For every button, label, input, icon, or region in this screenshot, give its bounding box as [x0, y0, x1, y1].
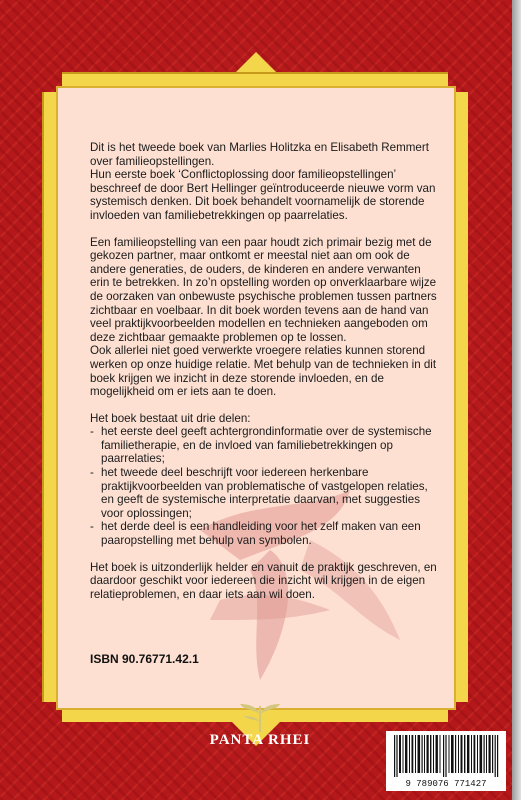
paragraph-earlier-relations: Ook allerlei niet goed verwerkte vroegere relaties kunnen storend werken op onze huidige relatie. Met behulp van de technieken in dit boek krijgen we inzicht in deze storende invloeden, en de mogelijkheid om er iets aan te doen. — [90, 344, 437, 399]
bullet-text: het eerste deel geeft achtergrondinformatie over de systemische familietherapie, en de invloed van familiebetrekkingen op paarrelaties; — [101, 425, 432, 466]
bullet-text: het derde deel is een handleiding voor het zelf maken van een paaropstelling met behulp van symbolen. — [101, 520, 421, 548]
barcode-bars-icon — [392, 735, 500, 777]
blurb-text — [90, 141, 442, 601]
paragraph-intro: Dit is het tweede boek van Marlies Holitzka en Elisabeth Remmert over familieopstellingen. — [90, 141, 429, 168]
publisher-logo — [200, 700, 320, 760]
bullet-text: het tweede deel beschrijft voor iedereen herkenbare praktijkvoorbeelden van problematische of vastgelopen relaties, en geeft de systemische interpretatie daarvan, met suggesties voor oplossingen; — [101, 466, 428, 520]
barcode-digits: 9 789076 771427 — [405, 779, 487, 789]
publisher-name: PANTA RHEI — [209, 732, 311, 748]
paragraph-first-book: Hun eerste boek ‘Conflictoplossing door familieopstellingen’ beschreef de door Bert Hellinger geïntroduceerde nieuwe vorm van systemisch denken. Dit boek behandelt voornamelijk de storende invloeden van familiebetrekkingen op paarrelaties. — [90, 168, 436, 222]
list-item: - het eerste deel geeft achtergrondinformatie over de systemische familietherapie, en de invloed van familiebetrekkingen op paarrelaties; — [90, 425, 442, 466]
leaf-logo-icon — [200, 700, 320, 734]
page-edge — [512, 0, 521, 800]
paragraph-family-constellation: Een familieopstelling van een paar houdt zich primair bezig met de gekozen partner, maar ontkomt er meestal niet aan om ook de andere generaties, de ouders, de kinderen en andere verwanten erin te betrekken. In zo’n opstelling worden op onverklaarbare wijze de oorzaken van onbewuste psychische problemen tussen partners zichtbaar en voelbaar. In dit boek worden tevens aan de hand van veel praktijkvoorbeelden modellen en technieken aangeboden om deze zichtbaar gemaakte problemen op te lossen. — [90, 235, 437, 344]
barcode — [386, 731, 506, 791]
paragraph-parts-intro: Het boek bestaat uit drie delen: — [90, 411, 251, 425]
paragraph-closing: Het boek is uitzonderlijk helder en vanuit de praktijk geschreven, en daardoor geschikt voor iedereen die inzicht wil krijgen in de eigen relatieproblemen, en daar iets aan wil doen. — [90, 560, 437, 601]
list-item: - het derde deel is een handleiding voor het zelf maken van een paaropstelling met behulp van symbolen. — [90, 520, 442, 547]
isbn-number: ISBN 90.76771.42.1 — [90, 652, 199, 666]
list-item: - het tweede deel beschrijft voor iedereen herkenbare praktijkvoorbeelden van problematische of vastgelopen relaties, en geeft de systemische interpretatie daarvan, met suggesties voor oplossingen; — [90, 466, 442, 520]
